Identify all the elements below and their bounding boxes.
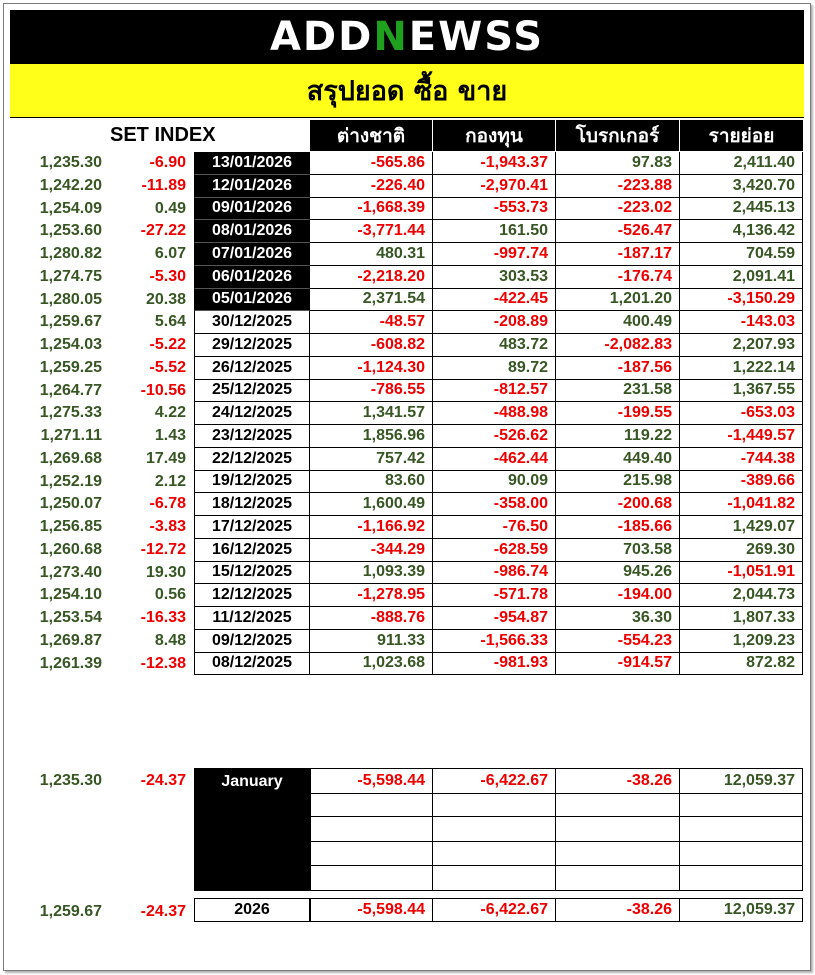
row-date: 11/12/2025 xyxy=(194,607,310,630)
cell-broker: -185.66 xyxy=(556,516,680,539)
cell-broker: -223.02 xyxy=(556,198,680,221)
set-index-change: 1.43 xyxy=(154,427,186,444)
empty-grid-row xyxy=(310,817,803,842)
table-row xyxy=(0,289,815,312)
set-index-change: 4.22 xyxy=(154,404,186,422)
brand-logo: ADDNEWSS xyxy=(269,14,545,60)
empty-grid-row xyxy=(310,842,803,867)
empty-cell xyxy=(680,866,803,891)
table-row xyxy=(0,334,815,357)
cell-broker: 231.58 xyxy=(556,380,680,403)
cell-foreign: -608.82 xyxy=(310,334,433,357)
cell-broker: -554.23 xyxy=(556,630,680,653)
cell-fund: -208.89 xyxy=(433,311,556,334)
set-index-value: 1,254.09 xyxy=(39,199,102,217)
cell-foreign: -1,278.95 xyxy=(310,584,433,607)
cell-broker: 1,201.20 xyxy=(556,289,680,312)
cell-fund: 483.72 xyxy=(433,334,556,357)
cell-fund: -812.57 xyxy=(433,380,556,403)
set-index-value: 1,280.05 xyxy=(39,290,102,308)
set-index-value: 1,253.54 xyxy=(39,609,102,626)
cell-foreign: 1,023.68 xyxy=(310,653,433,676)
month-broker: -38.26 xyxy=(556,769,680,794)
set-index-value: 1,256.85 xyxy=(39,518,102,535)
table-row xyxy=(0,380,815,403)
set-index-change: 8.48 xyxy=(154,631,186,649)
set-index-value: 1,269.87 xyxy=(39,631,102,649)
set-index-change: -6.90 xyxy=(149,154,186,171)
set-index-value: 1,250.07 xyxy=(39,495,102,513)
row-date: 15/12/2025 xyxy=(194,562,310,585)
set-index-value: 1,274.75 xyxy=(39,267,102,285)
year-index-change: -24.37 xyxy=(140,903,186,920)
cell-retail: -1,051.91 xyxy=(680,562,803,585)
set-index-value: 1,259.25 xyxy=(39,358,102,376)
cell-foreign: -3,771.44 xyxy=(310,220,433,243)
cell-retail: -653.03 xyxy=(680,402,803,425)
empty-cell xyxy=(680,842,803,867)
set-index-value: 1,252.19 xyxy=(39,472,102,490)
cell-broker: -187.17 xyxy=(556,243,680,266)
cell-retail: 2,207.93 xyxy=(680,334,803,357)
table-row xyxy=(0,220,815,243)
cell-retail: 269.30 xyxy=(680,539,803,562)
set-index-change: -5.22 xyxy=(149,336,186,353)
set-index-change: -27.22 xyxy=(140,222,186,240)
set-index-value: 1,273.40 xyxy=(39,563,102,581)
cell-broker: -194.00 xyxy=(556,584,680,607)
cell-fund: -571.78 xyxy=(433,584,556,607)
cell-foreign: -565.86 xyxy=(310,152,433,175)
set-index-value: 1,261.39 xyxy=(39,654,102,672)
set-index-change: -3.83 xyxy=(149,518,186,535)
cell-foreign: -226.40 xyxy=(310,175,433,198)
cell-broker: 36.30 xyxy=(556,607,680,630)
cell-broker: -187.56 xyxy=(556,357,680,380)
cell-broker: -914.57 xyxy=(556,653,680,676)
set-index-value: 1,260.68 xyxy=(39,540,102,558)
set-index-value: 1,235.30 xyxy=(39,154,102,171)
row-date: 19/12/2025 xyxy=(194,471,310,494)
row-date: 16/12/2025 xyxy=(194,539,310,562)
cell-broker: 119.22 xyxy=(556,425,680,448)
cell-foreign: -888.76 xyxy=(310,607,433,630)
cell-fund: -628.59 xyxy=(433,539,556,562)
empty-cell xyxy=(556,817,680,842)
cell-foreign: 1,600.49 xyxy=(310,493,433,516)
empty-cell xyxy=(556,793,680,818)
empty-cell xyxy=(556,842,680,867)
cell-foreign: 1,093.39 xyxy=(310,562,433,585)
cell-broker: -176.74 xyxy=(556,266,680,289)
cell-foreign: -2,218.20 xyxy=(310,266,433,289)
set-index-change: 17.49 xyxy=(145,449,186,467)
month-values-row xyxy=(310,768,803,793)
table-row xyxy=(0,357,815,380)
set-index-value: 1,280.82 xyxy=(39,245,102,262)
cell-foreign: 911.33 xyxy=(310,630,433,653)
row-date: 12/12/2025 xyxy=(194,584,310,607)
row-date: 09/12/2025 xyxy=(194,630,310,653)
set-index-value: 1,242.20 xyxy=(39,176,102,194)
empty-cell xyxy=(433,866,556,891)
cell-fund: 161.50 xyxy=(433,220,556,243)
empty-grid-row xyxy=(310,793,803,818)
cell-retail: 2,044.73 xyxy=(680,584,803,607)
month-index-value: 1,235.30 xyxy=(39,772,102,789)
cell-retail: -1,041.82 xyxy=(680,493,803,516)
cell-broker: 945.26 xyxy=(556,562,680,585)
table-row xyxy=(0,584,815,607)
row-date: 13/01/2026 xyxy=(194,152,310,175)
cell-retail: 3,420.70 xyxy=(680,175,803,198)
set-index-change: 2.12 xyxy=(154,472,186,490)
table-row xyxy=(0,471,815,494)
row-date: 17/12/2025 xyxy=(194,516,310,539)
column-header-foreign: ต่างชาติ xyxy=(310,120,433,151)
cell-broker: 400.49 xyxy=(556,311,680,334)
table-row xyxy=(0,243,815,266)
year-retail: 12,059.37 xyxy=(680,899,803,922)
cell-broker: -199.55 xyxy=(556,402,680,425)
empty-cell xyxy=(433,817,556,842)
empty-cell xyxy=(310,866,433,891)
cell-fund: -76.50 xyxy=(433,516,556,539)
set-index-value: 1,254.03 xyxy=(39,336,102,353)
set-index-value: 1,271.11 xyxy=(40,427,102,444)
year-broker: -38.26 xyxy=(556,899,680,922)
cell-fund: -526.62 xyxy=(433,425,556,448)
month-label: January xyxy=(194,768,310,891)
empty-cell xyxy=(556,866,680,891)
cell-retail: -744.38 xyxy=(680,448,803,471)
cell-fund: -553.73 xyxy=(433,198,556,221)
table-row xyxy=(0,562,815,585)
cell-retail: 872.82 xyxy=(680,653,803,676)
cell-fund: -462.44 xyxy=(433,448,556,471)
cell-fund: -488.98 xyxy=(433,402,556,425)
cell-retail: 2,091.41 xyxy=(680,266,803,289)
row-date: 18/12/2025 xyxy=(194,493,310,516)
row-date: 29/12/2025 xyxy=(194,334,310,357)
empty-cell xyxy=(310,842,433,867)
row-date: 05/01/2026 xyxy=(194,289,310,312)
set-index-value: 1,264.77 xyxy=(39,381,102,399)
month-retail: 12,059.37 xyxy=(680,769,803,794)
year-index-value: 1,259.67 xyxy=(39,903,102,920)
cell-foreign: -1,124.30 xyxy=(310,357,433,380)
empty-grid-row xyxy=(310,866,803,891)
set-index-change: -6.78 xyxy=(149,495,186,513)
set-index-change: -12.72 xyxy=(140,540,186,558)
page-title: สรุปยอด ซื้อ ขาย xyxy=(306,76,508,107)
set-index-value: 1,253.60 xyxy=(39,222,102,240)
cell-broker: -223.88 xyxy=(556,175,680,198)
cell-broker: -526.47 xyxy=(556,220,680,243)
cell-fund: -1,566.33 xyxy=(433,630,556,653)
table-row xyxy=(0,402,815,425)
set-index-change: -5.52 xyxy=(149,358,186,376)
row-date: 08/01/2026 xyxy=(194,220,310,243)
row-date: 09/01/2026 xyxy=(194,198,310,221)
row-date: 12/01/2026 xyxy=(194,175,310,198)
title-banner xyxy=(10,64,804,118)
table-row xyxy=(0,653,815,676)
column-header-fund: กองทุน xyxy=(433,120,556,151)
table-row xyxy=(0,448,815,471)
cell-fund: -1,943.37 xyxy=(433,152,556,175)
set-index-value: 1,259.67 xyxy=(39,313,102,331)
cell-retail: 1,367.55 xyxy=(680,380,803,403)
cell-retail: -1,449.57 xyxy=(680,425,803,448)
row-date: 06/01/2026 xyxy=(194,266,310,289)
cell-broker: 703.58 xyxy=(556,539,680,562)
table-row xyxy=(0,311,815,334)
table-row xyxy=(0,425,815,448)
row-date: 07/01/2026 xyxy=(194,243,310,266)
month-index-change: -24.37 xyxy=(140,772,186,789)
cell-foreign: 1,341.57 xyxy=(310,402,433,425)
table-row xyxy=(0,198,815,221)
cell-broker: -200.68 xyxy=(556,493,680,516)
empty-cell xyxy=(433,842,556,867)
table-row xyxy=(0,152,815,175)
cell-fund: -997.74 xyxy=(433,243,556,266)
cell-fund: -954.87 xyxy=(433,607,556,630)
year-values-row xyxy=(310,898,803,922)
cell-fund: 90.09 xyxy=(433,471,556,494)
cell-retail: 1,429.07 xyxy=(680,516,803,539)
column-header-broker: โบรกเกอร์ xyxy=(556,120,680,151)
table-row xyxy=(0,266,815,289)
set-index-change: 0.49 xyxy=(154,199,186,217)
set-index-value: 1,275.33 xyxy=(39,404,102,422)
set-index-change: 6.07 xyxy=(154,245,186,262)
cell-fund: 89.72 xyxy=(433,357,556,380)
table-row xyxy=(0,516,815,539)
table-row xyxy=(0,607,815,630)
cell-fund: 303.53 xyxy=(433,266,556,289)
row-date: 30/12/2025 xyxy=(194,311,310,334)
cell-foreign: -48.57 xyxy=(310,311,433,334)
set-index-change: 20.38 xyxy=(145,290,186,308)
cell-retail: -3,150.29 xyxy=(680,289,803,312)
cell-fund: -2,970.41 xyxy=(433,175,556,198)
cell-fund: -981.93 xyxy=(433,653,556,676)
cell-retail: 1,222.14 xyxy=(680,357,803,380)
table-row xyxy=(0,493,815,516)
logo-banner xyxy=(10,10,804,64)
row-date: 22/12/2025 xyxy=(194,448,310,471)
empty-cell xyxy=(310,817,433,842)
cell-retail: 2,445.13 xyxy=(680,198,803,221)
cell-fund: -986.74 xyxy=(433,562,556,585)
year-label: 2026 xyxy=(194,898,310,922)
empty-cell xyxy=(680,793,803,818)
set-index-value: 1,254.10 xyxy=(39,586,102,604)
cell-foreign: 757.42 xyxy=(310,448,433,471)
cell-retail: 4,136.42 xyxy=(680,220,803,243)
set-index-change: -16.33 xyxy=(140,609,186,626)
cell-foreign: 2,371.54 xyxy=(310,289,433,312)
cell-broker: 449.40 xyxy=(556,448,680,471)
cell-retail: 1,209.23 xyxy=(680,630,803,653)
cell-foreign: 1,856.96 xyxy=(310,425,433,448)
cell-retail: 2,411.40 xyxy=(680,152,803,175)
set-index-change: -10.56 xyxy=(140,381,186,399)
cell-foreign: 83.60 xyxy=(310,471,433,494)
empty-cell xyxy=(310,793,433,818)
set-index-value: 1,269.68 xyxy=(39,449,102,467)
set-index-change: 5.64 xyxy=(154,313,186,331)
cell-broker: 97.83 xyxy=(556,152,680,175)
row-date: 23/12/2025 xyxy=(194,425,310,448)
month-fund: -6,422.67 xyxy=(433,769,556,794)
cell-foreign: 480.31 xyxy=(310,243,433,266)
table-row xyxy=(0,630,815,653)
set-index-change: 19.30 xyxy=(145,563,186,581)
row-date: 08/12/2025 xyxy=(194,653,310,676)
set-index-label: SET INDEX xyxy=(110,124,216,146)
cell-foreign: -344.29 xyxy=(310,539,433,562)
cell-fund: -358.00 xyxy=(433,493,556,516)
row-date: 24/12/2025 xyxy=(194,402,310,425)
cell-broker: 215.98 xyxy=(556,471,680,494)
cell-foreign: -1,166.92 xyxy=(310,516,433,539)
table-row xyxy=(0,539,815,562)
cell-foreign: -1,668.39 xyxy=(310,198,433,221)
cell-retail: 1,807.33 xyxy=(680,607,803,630)
month-foreign: -5,598.44 xyxy=(310,769,433,794)
cell-retail: -389.66 xyxy=(680,471,803,494)
cell-broker: -2,082.83 xyxy=(556,334,680,357)
year-foreign: -5,598.44 xyxy=(310,899,433,922)
row-date: 26/12/2025 xyxy=(194,357,310,380)
set-index-change: -12.38 xyxy=(140,654,186,672)
empty-cell xyxy=(433,793,556,818)
set-index-change: -5.30 xyxy=(149,267,186,285)
cell-foreign: -786.55 xyxy=(310,380,433,403)
set-index-change: -11.89 xyxy=(141,176,186,194)
row-date: 25/12/2025 xyxy=(194,380,310,403)
empty-cell xyxy=(680,817,803,842)
cell-retail: 704.59 xyxy=(680,243,803,266)
set-index-change: 0.56 xyxy=(154,586,186,604)
column-header-retail: รายย่อย xyxy=(680,120,803,151)
cell-retail: -143.03 xyxy=(680,311,803,334)
cell-fund: -422.45 xyxy=(433,289,556,312)
year-fund: -6,422.67 xyxy=(433,899,556,922)
table-row xyxy=(0,175,815,198)
